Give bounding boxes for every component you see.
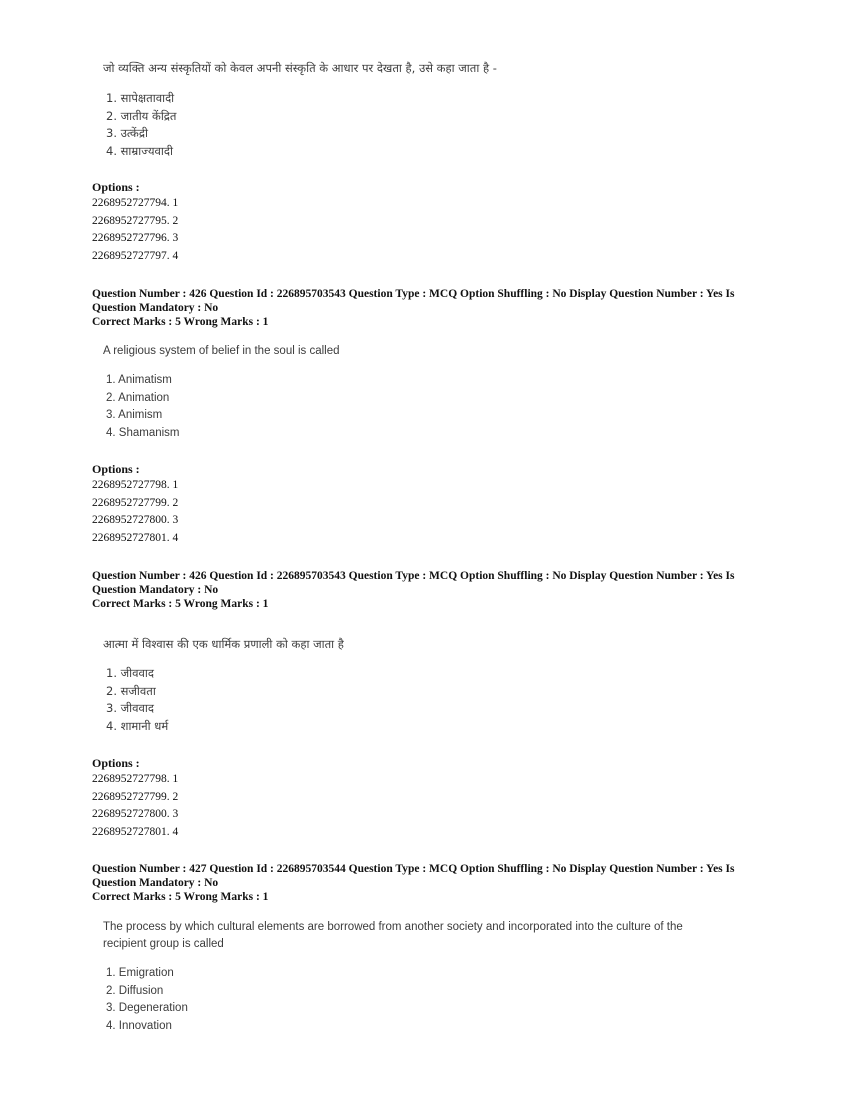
question-mandatory: Question Mandatory : No — [92, 302, 219, 314]
option-id: 2268952727801. 4 — [92, 825, 179, 838]
option-id: 2268952727801. 4 — [92, 531, 179, 544]
options-label: Options : — [92, 462, 140, 476]
question-meta: Question Number : 427 Question Id : 226895703544 Question Type : MCQ Option Shuffling : No Display Question Number : Yes Is — [92, 863, 735, 875]
question-header — [92, 862, 752, 904]
answer-choice: 3. Degeneration — [106, 1002, 188, 1014]
answer-choice: 3. उत्केंद्री — [106, 126, 148, 140]
question-marks: Correct Marks : 5 Wrong Marks : 1 — [92, 598, 269, 610]
question-text-line: recipient group is called — [103, 938, 224, 950]
answer-choice: 1. Emigration — [106, 967, 174, 979]
answer-choice: 2. सजीवता — [106, 683, 156, 698]
answer-choice: 1. जीववाद — [106, 666, 155, 680]
answer-choice: 4. शामानी धर्म — [106, 718, 169, 733]
question-text-line: The process by which cultural elements are borrowed from another society and incorporated into the culture of the — [103, 921, 683, 933]
answer-choice: 2. Diffusion — [106, 984, 164, 997]
answer-choice: 3. Animism — [106, 409, 163, 421]
answer-choice: 4. साम्राज्यवादी — [106, 143, 173, 158]
option-id: 2268952727798. 1 — [92, 479, 179, 491]
answer-choice: 4. Shamanism — [106, 426, 180, 439]
answer-choice: 2. जातीय केंद्रित — [106, 108, 177, 123]
option-id: 2268952727794. 1 — [92, 197, 179, 209]
question-text: आत्मा में विश्वास की एक धार्मिक प्रणाली को कहा जाता है — [103, 637, 344, 651]
option-id: 2268952727795. 2 — [92, 214, 179, 227]
question-text: A religious system of belief in the soul is called — [103, 345, 340, 357]
option-id: 2268952727796. 3 — [92, 232, 179, 245]
question-text: जो व्यक्ति अन्य संस्कृतियों को केवल अपनी संस्कृति के आधार पर देखता है, उसे कहा जाता है - — [103, 61, 497, 75]
option-id-list — [92, 477, 178, 547]
option-id: 2268952727797. 4 — [92, 249, 179, 262]
answer-choice: 4. Innovation — [106, 1019, 172, 1032]
option-id-list — [92, 195, 178, 265]
option-id: 2268952727800. 3 — [92, 808, 179, 821]
answer-choice: 1. Animatism — [106, 374, 172, 386]
answer-choices — [106, 665, 168, 735]
question-mandatory: Question Mandatory : No — [92, 877, 219, 889]
option-id-list — [92, 771, 178, 841]
answer-choice: 2. Animation — [106, 391, 170, 404]
answer-choices — [106, 965, 188, 1035]
answer-choice: 3. जीववाद — [106, 701, 155, 715]
option-id: 2268952727799. 2 — [92, 790, 179, 803]
answer-choices — [106, 90, 176, 160]
question-marks: Correct Marks : 5 Wrong Marks : 1 — [92, 891, 269, 903]
question-mandatory: Question Mandatory : No — [92, 584, 219, 596]
option-id: 2268952727799. 2 — [92, 496, 179, 509]
answer-choices — [106, 372, 180, 442]
options-label: Options : — [92, 756, 140, 770]
option-id: 2268952727800. 3 — [92, 514, 179, 527]
options-label: Options : — [92, 180, 140, 194]
question-header — [92, 287, 752, 329]
question-header — [92, 569, 752, 611]
question-meta: Question Number : 426 Question Id : 226895703543 Question Type : MCQ Option Shuffling : No Display Question Number : Yes Is — [92, 570, 735, 582]
answer-choice: 1. सापेक्षतावादी — [106, 91, 175, 105]
question-marks: Correct Marks : 5 Wrong Marks : 1 — [92, 316, 269, 328]
option-id: 2268952727798. 1 — [92, 773, 179, 785]
question-meta: Question Number : 426 Question Id : 226895703543 Question Type : MCQ Option Shuffling : No Display Question Number : Yes Is — [92, 288, 735, 300]
